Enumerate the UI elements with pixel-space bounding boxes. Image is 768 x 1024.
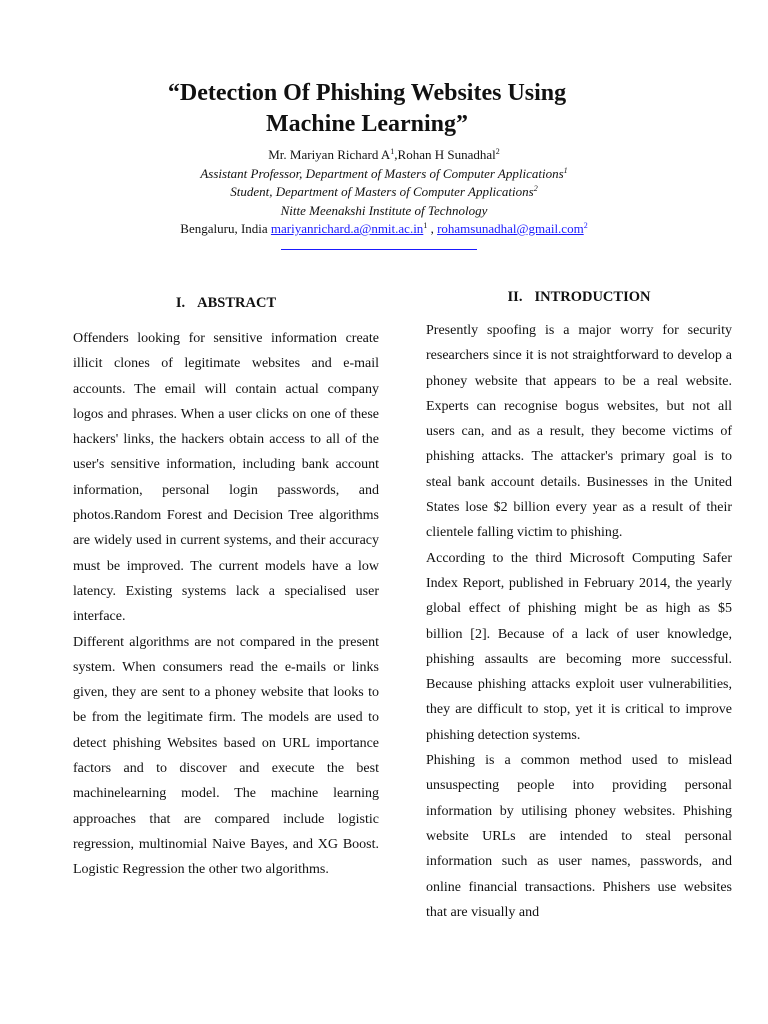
authors-line — [0, 146, 768, 165]
title-line-1: “Detection Of Phishing Websites Using — [167, 80, 567, 106]
author1-sup: 1 — [390, 147, 395, 156]
abstract-heading — [73, 294, 379, 326]
abstract-paragraph-2: Different algorithms are not compared in the present system. When consumers read the e-mails or links given, they are sent to a phoney website that looks to be from the legitimate firm. The models are used to detect phishing Websites based on URL importance factors and to discover and execute the best machinelearning model. The machine learning approaches that are compared include logistic regression, multinomial Naive Bayes, and XG Boost. Logistic Regression the other two algorithms. — [73, 634, 379, 878]
email1-sup: 1 — [423, 221, 428, 230]
introduction-paragraph-3: Phishing is a common method used to mislead unsuspecting people into providing personal information by utilising phoney websites. Phishing website URLs are intended to steal personal information such as user names, passwords, and online financial transactions. Phishers use websites that are visually and — [426, 753, 732, 920]
email2-sup: 2 — [583, 221, 588, 230]
affiliation-2-sup: 2 — [533, 184, 538, 193]
author-block — [0, 146, 768, 239]
affiliation-1 — [0, 165, 768, 184]
abstract-paragraph-1: Offenders looking for sensitive information create illicit clones of legitimate websites and e-mail accounts. The email will contain actual company logos and phrases. When a user clicks on one of these hackers' links, the hackers obtain access to all of the user's sensitive information, including bank account information, personal login passwords, and photos.Random Forest and Decision Tree algorithms are widely used in current systems, and their accuracy must be improved. The current models have a low latency. Existing systems lack a specialised user interface. — [73, 331, 379, 625]
email-link-1[interactable]: mariyanrichard.a@nmit.ac.in — [270, 221, 424, 236]
affiliation-1-sup: 1 — [563, 165, 568, 175]
abstract-heading-text: ABSTRACT — [197, 295, 277, 311]
introduction-heading-text: INTRODUCTION — [534, 289, 651, 305]
email-sep: , — [427, 221, 438, 236]
introduction-paragraph-2: According to the third Microsoft Computing Safer Index Report, published in February 2014, the yearly global effect of phishing might be as high as $5 billion [2]. Because of a lack of user knowledge, phishing assaults are becoming more successful. Because phishing attacks exploit user vulnerabilities, they are difficult to stop, yet it is critical to improve phishing detection systems. — [426, 550, 732, 743]
introduction-number: II. — [507, 289, 523, 305]
location-email-line — [0, 220, 768, 239]
introduction-paragraph-1: Presently spoofing is a major worry for security researchers since it is not straightforward to develop a phoney website that appears to be a real website. Experts can recognise bogus websites, but not all users can, and as a result, they become victims of phishing attacks. The attacker's primary goal is to steal bank account details. Businesses in the United States lose $2 billion every year as a result of their clientele falling victim to phishing. — [426, 323, 732, 541]
title-line-2: Machine Learning” — [266, 111, 468, 137]
author2-sup: 2 — [495, 147, 500, 156]
affiliation-2-text: Student, Department of Masters of Computer Applications — [230, 184, 534, 199]
introduction-heading — [426, 288, 732, 318]
affiliation-1-text: Assistant Professor, Department of Masters of Computer Applications — [200, 165, 564, 181]
affiliation-2 — [0, 183, 768, 202]
authors-text: Mr. Mariyan Richard A — [268, 147, 391, 162]
institute: Nitte Meenakshi Institute of Technology — [280, 202, 488, 218]
location: Bengaluru, India — [180, 221, 268, 236]
abstract-number: I. — [175, 295, 186, 311]
paper-title — [0, 78, 734, 140]
authors-sep: ,Rohan H Sunadhal — [394, 147, 496, 162]
abstract-section — [73, 294, 379, 883]
email-link-2[interactable]: rohamsunadhal@gmail.com — [437, 221, 584, 236]
introduction-section — [426, 288, 732, 925]
header-divider — [281, 249, 477, 250]
